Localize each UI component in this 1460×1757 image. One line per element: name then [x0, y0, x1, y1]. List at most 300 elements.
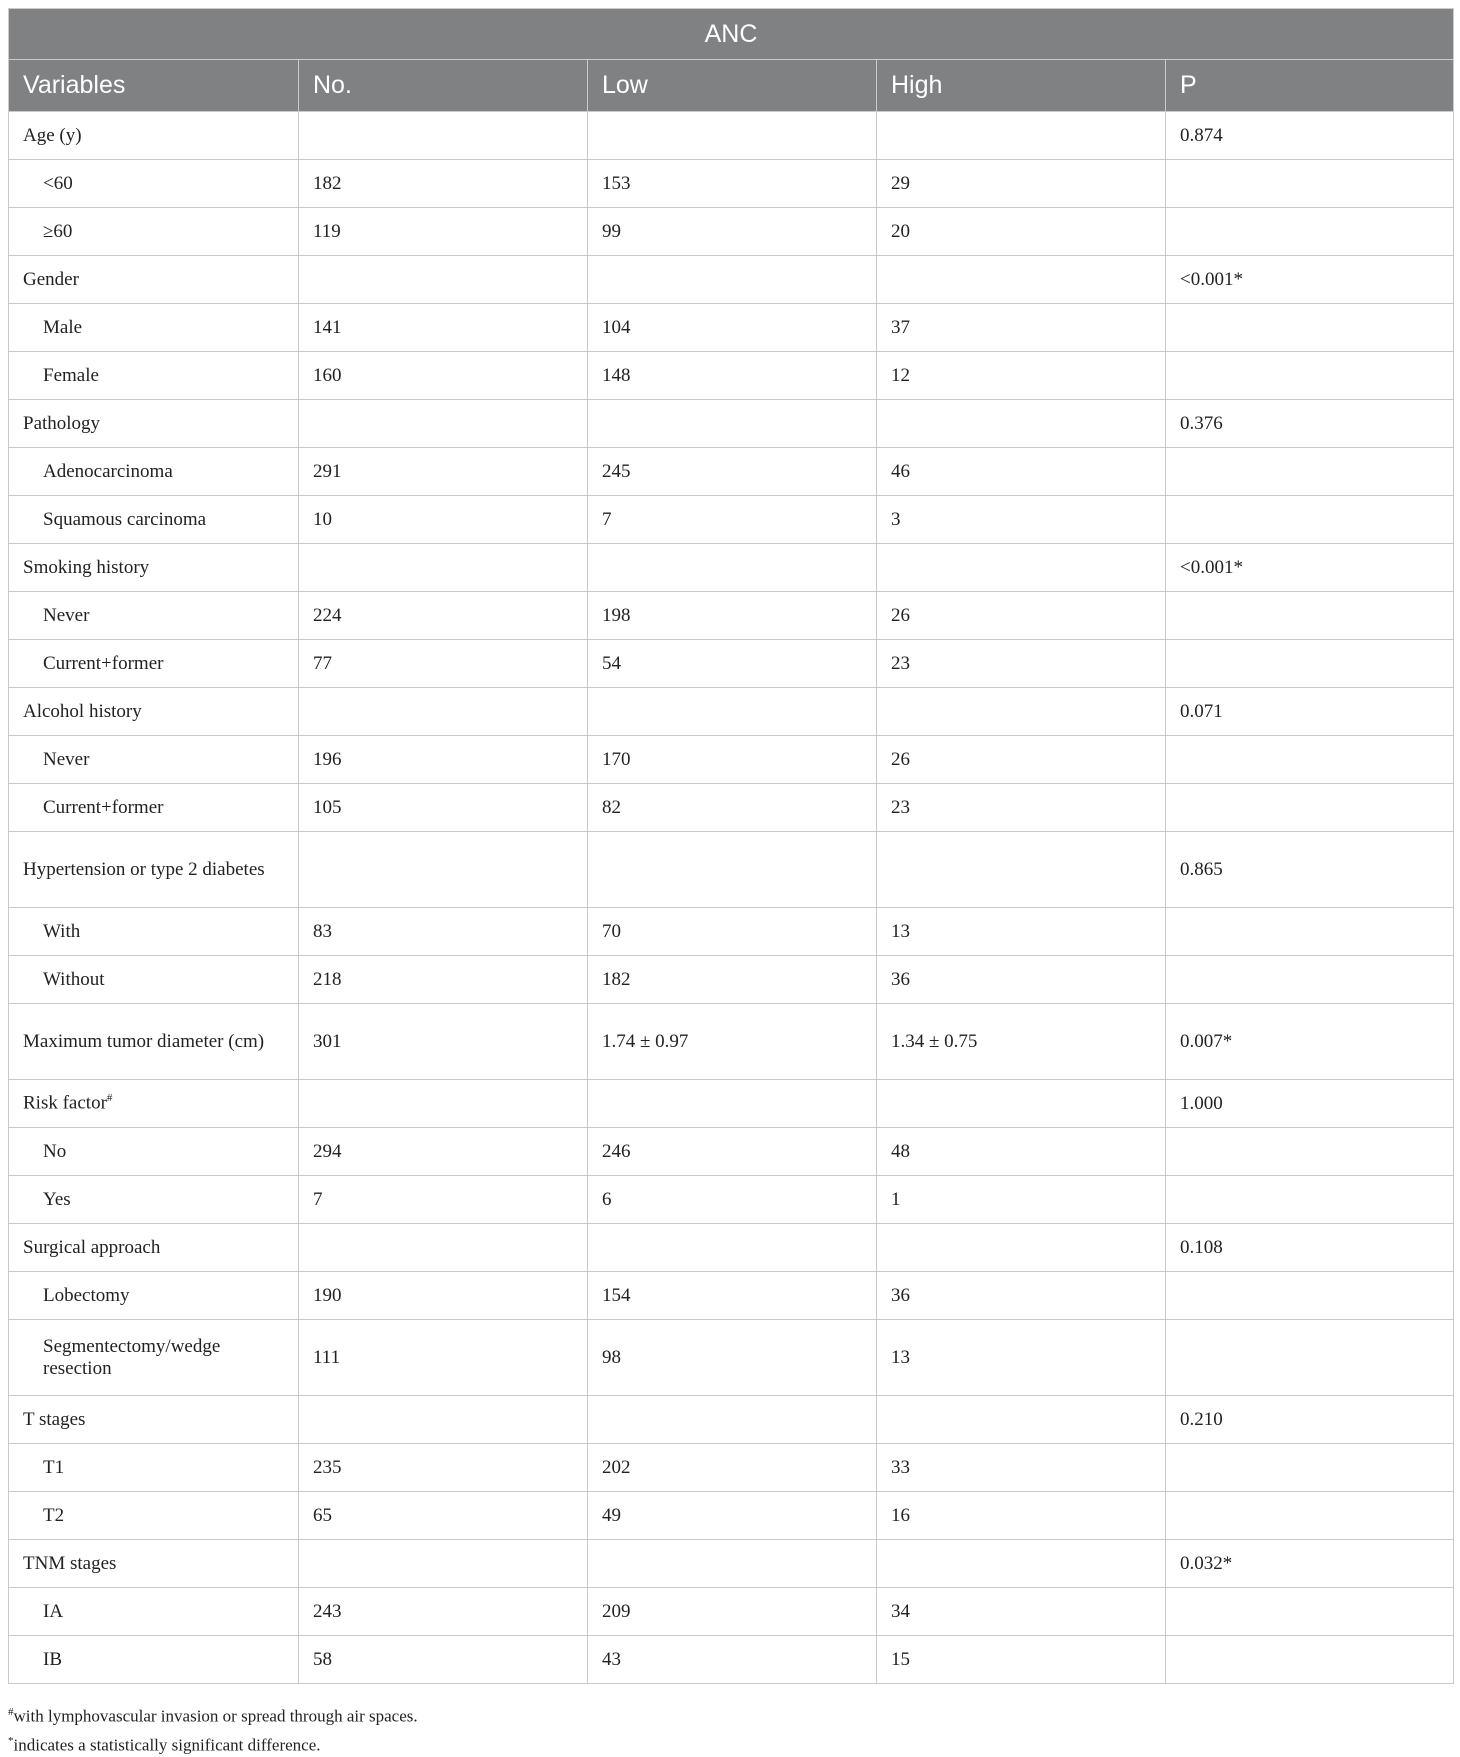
low-cell	[588, 736, 877, 784]
low-text: 170	[602, 748, 631, 770]
p-value-text: 0.865	[1180, 858, 1223, 880]
variable-text: Gender	[23, 268, 79, 290]
table-row	[9, 304, 1454, 352]
high-cell	[877, 736, 1166, 784]
variable-text: T stages	[23, 1408, 86, 1430]
low-text: 148	[602, 364, 631, 386]
p-value-text: 0.071	[1180, 700, 1223, 722]
low-text: 49	[602, 1504, 621, 1526]
p-value-text: <0.001*	[1180, 556, 1243, 578]
count-cell	[299, 1272, 588, 1320]
table-row	[9, 688, 1454, 736]
count-cell	[299, 736, 588, 784]
p-value-cell	[1166, 208, 1454, 256]
count-text: 190	[313, 1284, 342, 1306]
high-cell	[877, 208, 1166, 256]
variable-text: Alcohol history	[23, 700, 142, 722]
high-cell	[877, 1444, 1166, 1492]
variable-text: ≥60	[43, 220, 73, 242]
count-cell	[299, 112, 588, 160]
table-row	[9, 1224, 1454, 1272]
table-row	[9, 1004, 1454, 1080]
count-cell	[299, 688, 588, 736]
table-row	[9, 908, 1454, 956]
count-cell	[299, 496, 588, 544]
column-header: Variables	[9, 60, 299, 112]
p-value-cell	[1166, 1004, 1454, 1080]
high-text: 26	[891, 604, 910, 626]
count-cell	[299, 908, 588, 956]
p-value-cell	[1166, 256, 1454, 304]
high-text: 36	[891, 968, 910, 990]
low-cell	[588, 160, 877, 208]
count-cell	[299, 160, 588, 208]
variable-text: Never	[43, 604, 90, 626]
variable-cell	[9, 640, 299, 688]
p-value-cell	[1166, 736, 1454, 784]
low-text: 182	[602, 968, 631, 990]
high-cell	[877, 304, 1166, 352]
p-value-cell	[1166, 160, 1454, 208]
low-cell	[588, 1320, 877, 1396]
count-text: 83	[313, 920, 332, 942]
column-header: No.	[299, 60, 588, 112]
count-cell	[299, 400, 588, 448]
p-value-text: <0.001*	[1180, 268, 1243, 290]
footnote-marker: #	[106, 1092, 113, 1105]
p-value-cell	[1166, 112, 1454, 160]
low-text: 104	[602, 316, 631, 338]
variable-cell	[9, 736, 299, 784]
high-cell	[877, 1636, 1166, 1684]
variable-cell	[9, 784, 299, 832]
high-cell	[877, 1396, 1166, 1444]
high-cell	[877, 352, 1166, 400]
count-text: 141	[313, 316, 342, 338]
variable-cell	[9, 1320, 299, 1396]
p-value-cell	[1166, 400, 1454, 448]
p-value-cell	[1166, 1176, 1454, 1224]
low-cell	[588, 1636, 877, 1684]
p-value-cell	[1166, 1272, 1454, 1320]
high-cell	[877, 160, 1166, 208]
p-value-cell	[1166, 1636, 1454, 1684]
low-cell	[588, 544, 877, 592]
count-cell	[299, 448, 588, 496]
low-text: 1.74 ± 0.97	[602, 1030, 689, 1052]
variable-text: <60	[43, 172, 73, 194]
variable-cell	[9, 1128, 299, 1176]
p-value-cell	[1166, 1080, 1454, 1128]
p-value-cell	[1166, 1320, 1454, 1396]
low-text: 154	[602, 1284, 631, 1306]
count-cell	[299, 592, 588, 640]
count-cell	[299, 1540, 588, 1588]
high-cell	[877, 1176, 1166, 1224]
low-text: 98	[602, 1346, 621, 1368]
high-text: 13	[891, 920, 910, 942]
footnote-mark: #	[8, 1706, 14, 1718]
p-value-cell	[1166, 1128, 1454, 1176]
high-text: 37	[891, 316, 910, 338]
count-cell	[299, 352, 588, 400]
count-cell	[299, 1080, 588, 1128]
count-text: 218	[313, 968, 342, 990]
variable-text: Current+former	[43, 652, 164, 674]
anc-table	[8, 8, 1454, 1684]
table-row	[9, 592, 1454, 640]
high-cell	[877, 544, 1166, 592]
variable-cell	[9, 448, 299, 496]
variable-text: Male	[43, 316, 83, 338]
table-row	[9, 544, 1454, 592]
count-text: 224	[313, 604, 342, 626]
low-cell	[588, 1004, 877, 1080]
low-cell	[588, 1176, 877, 1224]
p-value-cell	[1166, 1492, 1454, 1540]
high-text: 3	[891, 508, 901, 530]
table-row	[9, 736, 1454, 784]
low-cell	[588, 448, 877, 496]
variable-cell	[9, 1176, 299, 1224]
variable-cell	[9, 908, 299, 956]
count-cell	[299, 544, 588, 592]
low-text: 202	[602, 1456, 631, 1478]
footnote-text: with lymphovascular invasion or spread through air spaces.	[13, 1706, 418, 1726]
p-value-cell	[1166, 592, 1454, 640]
count-text: 111	[313, 1346, 341, 1368]
variable-text: Squamous carcinoma	[43, 508, 207, 530]
low-text: 198	[602, 604, 631, 626]
footnote-text: indicates a statistically significant difference.	[13, 1735, 321, 1755]
count-text: 7	[313, 1188, 323, 1210]
p-value-cell	[1166, 1588, 1454, 1636]
variable-cell	[9, 544, 299, 592]
variable-cell	[9, 1636, 299, 1684]
high-cell	[877, 688, 1166, 736]
p-value-cell	[1166, 784, 1454, 832]
table-row	[9, 1320, 1454, 1396]
p-value-text: 0.210	[1180, 1408, 1223, 1430]
low-text: 54	[602, 652, 621, 674]
table-row	[9, 1080, 1454, 1128]
low-cell	[588, 1540, 877, 1588]
low-text: 245	[602, 460, 631, 482]
variable-cell	[9, 592, 299, 640]
high-text: 46	[891, 460, 910, 482]
variable-text: No	[43, 1140, 67, 1162]
table-row	[9, 1128, 1454, 1176]
variable-text: With	[43, 920, 81, 942]
count-text: 77	[313, 652, 332, 674]
variable-text: T2	[43, 1504, 65, 1526]
variable-text: Age (y)	[23, 124, 82, 146]
low-text: 7	[602, 508, 612, 530]
count-text: 160	[313, 364, 342, 386]
count-text: 235	[313, 1456, 342, 1478]
variable-cell	[9, 400, 299, 448]
high-cell	[877, 956, 1166, 1004]
p-value-text: 0.108	[1180, 1236, 1223, 1258]
p-value-cell	[1166, 1540, 1454, 1588]
high-text: 20	[891, 220, 910, 242]
high-cell	[877, 496, 1166, 544]
count-text: 196	[313, 748, 342, 770]
low-cell	[588, 400, 877, 448]
count-text: 105	[313, 796, 342, 818]
variable-text: Female	[43, 364, 99, 386]
table-row	[9, 496, 1454, 544]
count-cell	[299, 1224, 588, 1272]
variable-text: Surgical approach	[23, 1236, 161, 1258]
count-cell	[299, 1492, 588, 1540]
variable-text: Risk factor	[23, 1092, 107, 1114]
variable-cell	[9, 112, 299, 160]
p-value-text: 0.376	[1180, 412, 1223, 434]
p-value-cell	[1166, 544, 1454, 592]
table-row	[9, 448, 1454, 496]
variable-cell	[9, 1224, 299, 1272]
p-value-cell	[1166, 956, 1454, 1004]
variable-cell	[9, 304, 299, 352]
header-row	[9, 60, 1454, 112]
variable-text: Segmentectomy/wedge resection	[43, 1335, 221, 1379]
table-row	[9, 1444, 1454, 1492]
low-cell	[588, 784, 877, 832]
p-value-cell	[1166, 448, 1454, 496]
high-cell	[877, 448, 1166, 496]
count-cell	[299, 1636, 588, 1684]
high-text: 26	[891, 748, 910, 770]
low-cell	[588, 592, 877, 640]
variable-cell	[9, 956, 299, 1004]
footnotes	[8, 1700, 418, 1757]
low-cell	[588, 304, 877, 352]
low-text: 153	[602, 172, 631, 194]
p-value-cell	[1166, 908, 1454, 956]
footnote	[8, 1700, 418, 1729]
high-cell	[877, 1004, 1166, 1080]
count-cell	[299, 304, 588, 352]
count-cell	[299, 640, 588, 688]
p-value-cell	[1166, 304, 1454, 352]
count-text: 294	[313, 1140, 342, 1162]
p-value-text: 0.874	[1180, 124, 1223, 146]
high-cell	[877, 1540, 1166, 1588]
high-cell	[877, 832, 1166, 908]
high-text: 13	[891, 1346, 910, 1368]
table-row	[9, 1540, 1454, 1588]
low-cell	[588, 956, 877, 1004]
low-cell	[588, 832, 877, 908]
p-value-text: 1.000	[1180, 1092, 1223, 1114]
count-cell	[299, 784, 588, 832]
variable-text: Hypertension or type 2 diabetes	[23, 858, 265, 880]
count-cell	[299, 1128, 588, 1176]
variable-cell	[9, 1080, 299, 1128]
count-text: 301	[313, 1030, 342, 1052]
table-row	[9, 1176, 1454, 1224]
high-cell	[877, 256, 1166, 304]
count-cell	[299, 956, 588, 1004]
high-cell	[877, 1272, 1166, 1320]
low-cell	[588, 1272, 877, 1320]
count-cell	[299, 1004, 588, 1080]
variable-cell	[9, 1588, 299, 1636]
low-text: 82	[602, 796, 621, 818]
variable-cell	[9, 160, 299, 208]
table-row	[9, 352, 1454, 400]
high-cell	[877, 592, 1166, 640]
variable-cell	[9, 1492, 299, 1540]
variable-text: Smoking history	[23, 556, 150, 578]
high-text: 1	[891, 1188, 901, 1210]
p-value-cell	[1166, 1224, 1454, 1272]
high-cell	[877, 784, 1166, 832]
high-text: 12	[891, 364, 910, 386]
high-text: 33	[891, 1456, 910, 1478]
low-cell	[588, 1444, 877, 1492]
table-row	[9, 640, 1454, 688]
variable-cell	[9, 208, 299, 256]
table-body	[9, 112, 1454, 1684]
low-cell	[588, 1492, 877, 1540]
table-row	[9, 208, 1454, 256]
variable-cell	[9, 1540, 299, 1588]
variable-cell	[9, 352, 299, 400]
count-cell	[299, 1176, 588, 1224]
high-text: 48	[891, 1140, 910, 1162]
low-cell	[588, 1396, 877, 1444]
footnote-mark: *	[8, 1734, 14, 1747]
count-cell	[299, 1320, 588, 1396]
low-text: 209	[602, 1600, 631, 1622]
count-cell	[299, 1588, 588, 1636]
high-cell	[877, 908, 1166, 956]
table-row	[9, 256, 1454, 304]
variable-text: Current+former	[43, 796, 164, 818]
count-text: 119	[313, 220, 341, 242]
high-cell	[877, 640, 1166, 688]
p-value-cell	[1166, 352, 1454, 400]
count-text: 291	[313, 460, 342, 482]
count-cell	[299, 1396, 588, 1444]
p-value-cell	[1166, 688, 1454, 736]
high-cell	[877, 1224, 1166, 1272]
p-value-cell	[1166, 1444, 1454, 1492]
variable-cell	[9, 1396, 299, 1444]
table-row	[9, 1272, 1454, 1320]
count-text: 58	[313, 1648, 332, 1670]
table-row	[9, 1492, 1454, 1540]
table-row	[9, 956, 1454, 1004]
column-header: Low	[588, 60, 877, 112]
high-text: 34	[891, 1600, 910, 1622]
variable-cell	[9, 1004, 299, 1080]
variable-text: Yes	[43, 1188, 71, 1210]
variable-text: Without	[43, 968, 105, 990]
title-row	[9, 9, 1454, 60]
variable-text: IA	[43, 1600, 64, 1622]
count-text: 182	[313, 172, 342, 194]
count-text: 243	[313, 1600, 342, 1622]
low-cell	[588, 688, 877, 736]
high-cell	[877, 112, 1166, 160]
low-cell	[588, 496, 877, 544]
count-cell	[299, 832, 588, 908]
variable-text: Never	[43, 748, 90, 770]
low-cell	[588, 640, 877, 688]
low-text: 6	[602, 1188, 612, 1210]
variable-text: IB	[43, 1648, 62, 1670]
table-title: ANC	[9, 9, 1454, 60]
high-cell	[877, 1128, 1166, 1176]
high-text: 16	[891, 1504, 910, 1526]
footnote	[8, 1729, 418, 1757]
high-text: 15	[891, 1648, 910, 1670]
count-text: 10	[313, 508, 332, 530]
high-text: 23	[891, 652, 910, 674]
high-cell	[877, 1320, 1166, 1396]
high-text: 29	[891, 172, 910, 194]
table-row	[9, 784, 1454, 832]
variable-text: T1	[43, 1456, 65, 1478]
variable-cell	[9, 1444, 299, 1492]
low-cell	[588, 112, 877, 160]
count-text: 65	[313, 1504, 332, 1526]
low-cell	[588, 1128, 877, 1176]
high-text: 23	[891, 796, 910, 818]
low-text: 246	[602, 1140, 631, 1162]
variable-text: TNM stages	[23, 1552, 117, 1574]
column-header: High	[877, 60, 1166, 112]
high-cell	[877, 1588, 1166, 1636]
low-text: 43	[602, 1648, 621, 1670]
table-row	[9, 832, 1454, 908]
table-row	[9, 112, 1454, 160]
table-row	[9, 1588, 1454, 1636]
count-cell	[299, 208, 588, 256]
variable-cell	[9, 496, 299, 544]
table-row	[9, 1396, 1454, 1444]
variable-cell	[9, 688, 299, 736]
table-container	[8, 8, 1453, 1684]
table-row	[9, 160, 1454, 208]
low-cell	[588, 352, 877, 400]
p-value-text: 0.007*	[1180, 1030, 1233, 1052]
high-text: 36	[891, 1284, 910, 1306]
low-text: 70	[602, 920, 621, 942]
variable-text: Adenocarcinoma	[43, 460, 173, 482]
low-cell	[588, 208, 877, 256]
table-row	[9, 400, 1454, 448]
low-cell	[588, 1080, 877, 1128]
high-cell	[877, 1080, 1166, 1128]
variable-text: Maximum tumor diameter (cm)	[23, 1030, 265, 1052]
count-cell	[299, 1444, 588, 1492]
p-value-cell	[1166, 640, 1454, 688]
count-cell	[299, 256, 588, 304]
low-cell	[588, 908, 877, 956]
low-text: 99	[602, 220, 621, 242]
variable-cell	[9, 832, 299, 908]
p-value-cell	[1166, 832, 1454, 908]
variable-text: Pathology	[23, 412, 101, 434]
high-cell	[877, 400, 1166, 448]
p-value-cell	[1166, 496, 1454, 544]
p-value-cell	[1166, 1396, 1454, 1444]
variable-cell	[9, 256, 299, 304]
